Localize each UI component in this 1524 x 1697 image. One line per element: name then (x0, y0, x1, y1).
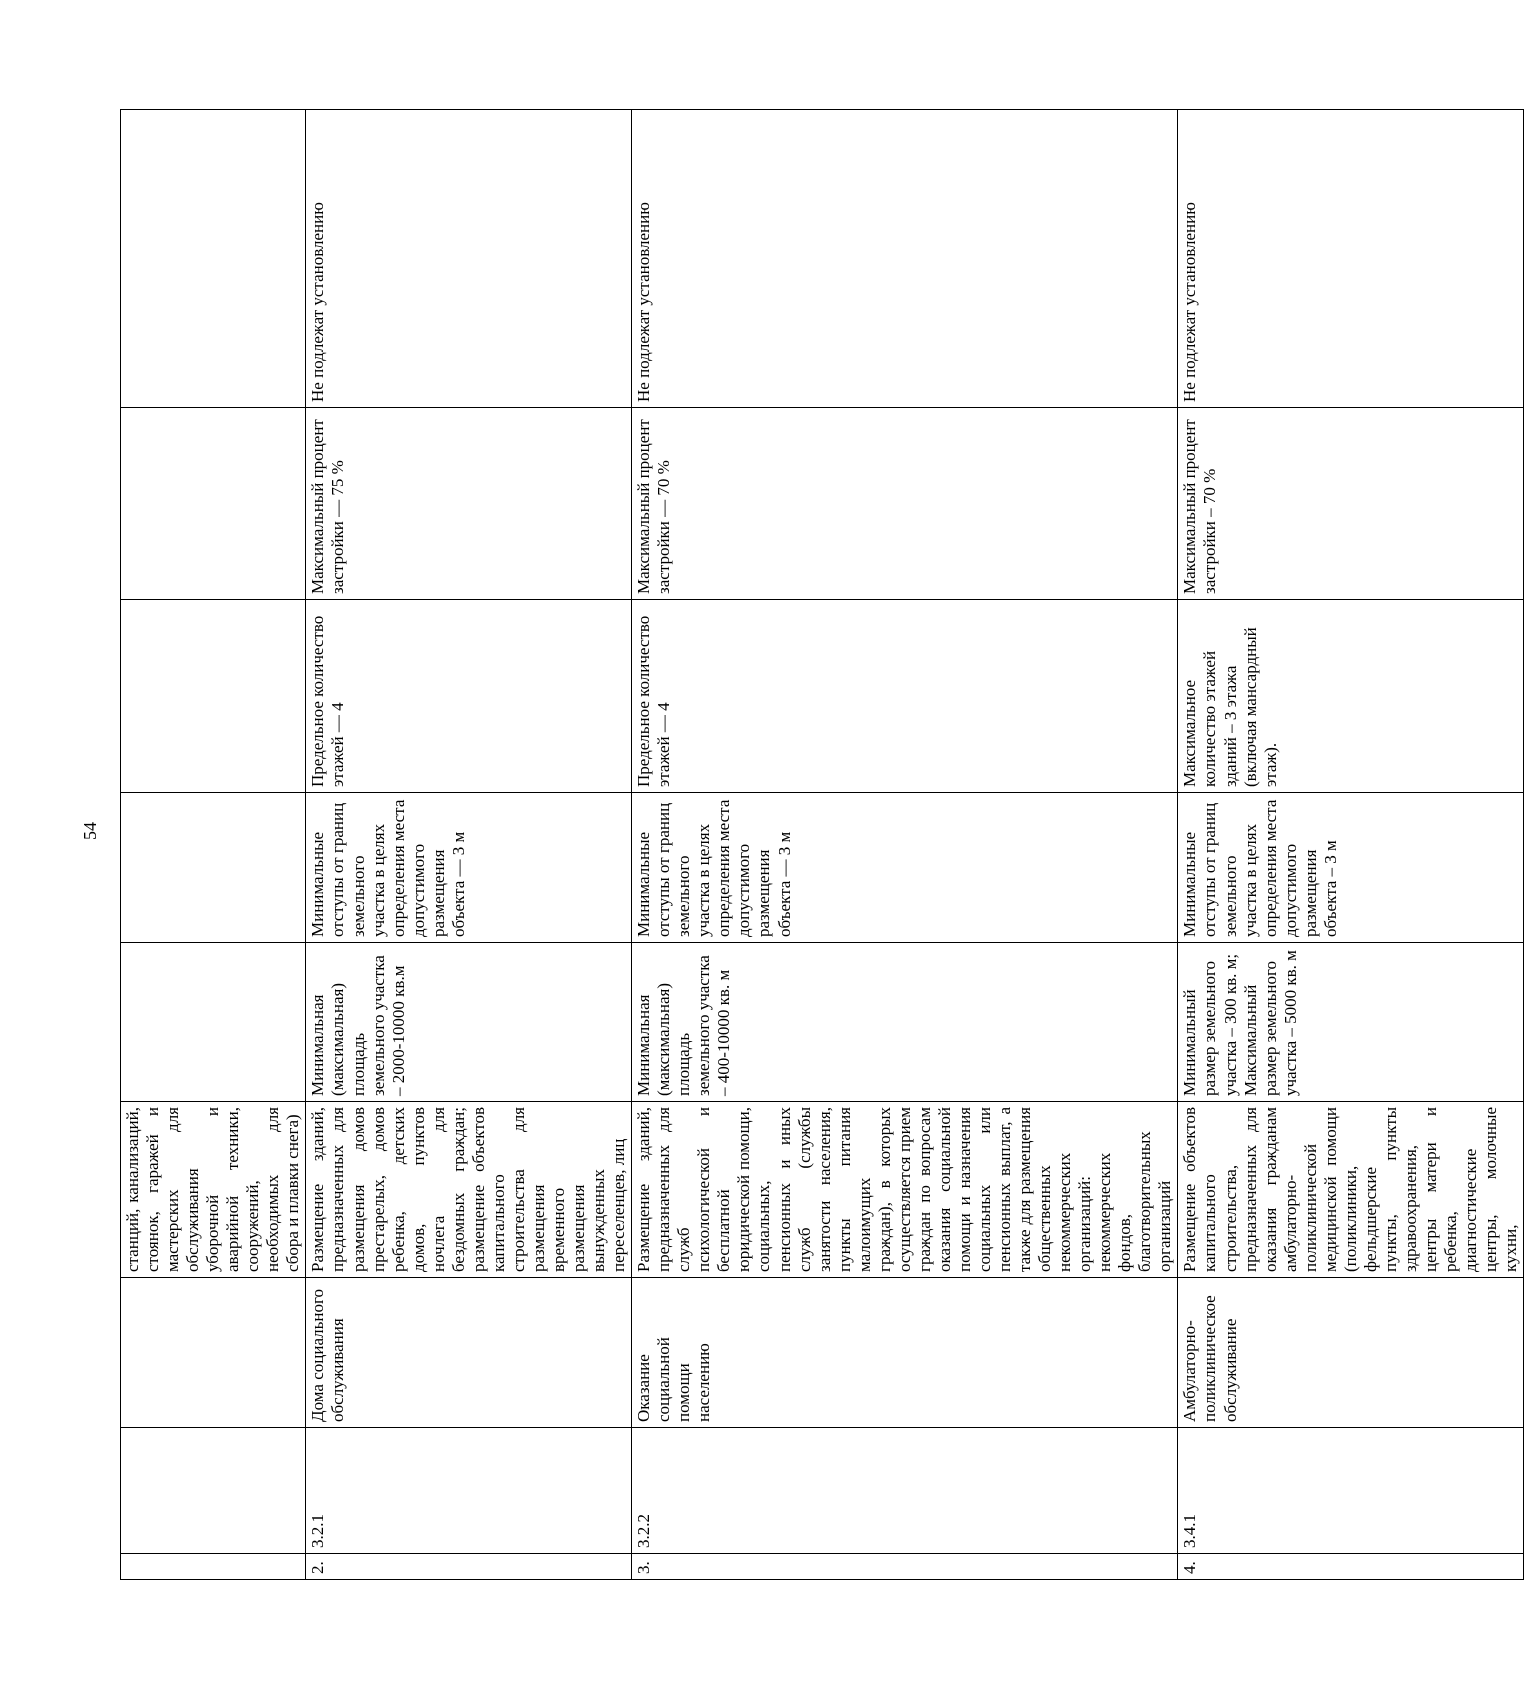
cell-code: 3.4.1 (1178, 1428, 1524, 1554)
cell-name: Дома социального обслуживания (306, 1278, 632, 1428)
cell-floors: Предельное количество этажей — 4 (306, 600, 632, 793)
cell-name: Амбулаторно-поликлиническое обслуживание (1178, 1278, 1524, 1428)
table-row (632, 110, 1178, 1580)
cell-floors: Максимальное количество этажей зданий – 3 этажа (включая мансардный этаж). (1178, 600, 1524, 793)
cell-code (121, 1428, 306, 1554)
cell-offsets: Минимальные отступы от границ земельного участка в целях определения места допустимого размещения объекта – 3 м (1178, 793, 1524, 943)
cell-percent: Максимальный процент застройки — 75 % (306, 408, 632, 600)
cell-area: Минимальная (максимальная) площадь земельного участка – 400-10000 кв. м (632, 943, 1178, 1102)
cell-floors: Предельное количество этажей — 4 (632, 600, 1178, 793)
cell-name (121, 1278, 306, 1428)
page-number: 54 (80, 822, 100, 840)
cell-area: Минимальная (максимальная) площадь земельного участка – 2000-10000 кв.м (306, 943, 632, 1102)
cell-limits: Не подлежат установлению (632, 110, 1178, 408)
cell-code: 3.2.2 (632, 1428, 1178, 1554)
table-row (306, 110, 632, 1580)
cell-offsets (121, 793, 306, 943)
zoning-regulations-table (120, 109, 1524, 1580)
cell-floors (121, 600, 306, 793)
cell-code: 3.2.1 (306, 1428, 632, 1554)
cell-num: 3. (632, 1554, 1178, 1580)
cell-percent: Максимальный процент застройки – 70 % (1178, 408, 1524, 600)
cell-offsets: Минимальные отступы от границ земельного участка в целях определения места допустимого размещения объекта — 3 м (632, 793, 1178, 943)
rotated-table-container (120, 110, 1521, 1580)
cell-num: 2. (306, 1554, 632, 1580)
cell-limits (121, 110, 306, 408)
cell-percent: Максимальный процент застройки — 70 % (632, 408, 1178, 600)
cell-desc: Размещение зданий, предназначенных для служб психологической и бесплатной юридической помощи, социальных, пенсионных и иных служб (службы занятости населения, пункты питания малоимущих граждан), в которых осуществляется прием граждан по вопросам оказания социальной помощи и назначения социальных или пенсионных выплат, а также для размещения общественных некоммерческих организаций: некоммерческих фондов, благотворительных организаций (632, 1102, 1178, 1278)
cell-offsets: Минимальные отступы от границ земельного участка в целях определения места допустимого размещения объекта — 3 м (306, 793, 632, 943)
cell-area (121, 943, 306, 1102)
table-row (1178, 110, 1524, 1580)
table-row-continuation (121, 110, 306, 1580)
cell-limits: Не подлежат установлению (306, 110, 632, 408)
cell-num: 4. (1178, 1554, 1524, 1580)
cell-percent (121, 408, 306, 600)
cell-name: Оказание социальной помощи населению (632, 1278, 1178, 1428)
cell-desc-continuation: станций, канализаций, стоянок, гаражей и мастерских для обслуживания уборочной и аварийной техники, сооружений, необходимых для сбора и плавки снега) (121, 1102, 306, 1278)
cell-limits: Не подлежат установлению (1178, 110, 1524, 408)
cell-num (121, 1554, 306, 1580)
cell-desc: Размещение объектов капитального строительства, предназначенных для оказания гражданам амбулаторно-поликлинической медицинской помощи (поликлиники, фельдшерские пункты, пункты здравоохранения, центры матери и ребенка, диагностические центры, молочные кухни, (1178, 1102, 1524, 1278)
cell-desc: Размещение зданий, предназначенных для размещения домов престарелых, домов ребенка, детских домов, пунктов ночлега для бездомных граждан; размещение объектов капитального строительства для размещения временного размещения вынужденных переселенцев, лиц (306, 1102, 632, 1278)
cell-area: Минимальный размер земельного участка – 300 кв. м; Максимальный размер земельного участка – 5000 кв. м (1178, 943, 1524, 1102)
